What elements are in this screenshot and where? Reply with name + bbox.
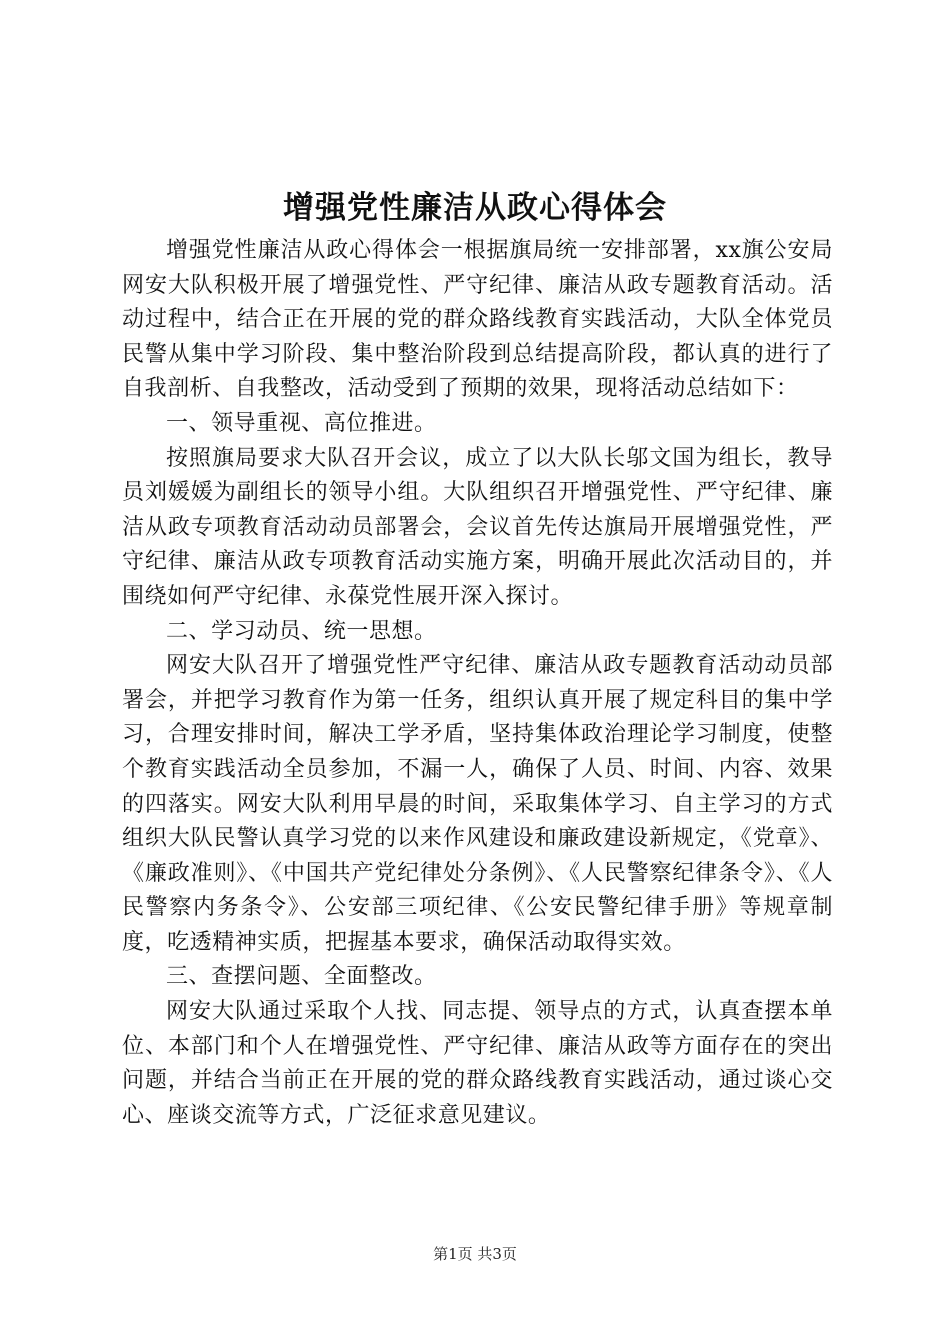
section-paragraph-1: 按照旗局要求大队召开会议，成立了以大队长邬文国为组长，教导员刘媛媛为副组长的领导小组。大队组织召开增强党性、严守纪律、廉洁从政专项教育活动动员部署会，会议首先传达旗局开展增强党性，严守纪律、廉洁从政专项教育活动实施方案，明确开展此次活动目的，并围绕如何严守纪律、永葆党性展开深入探讨。 [122, 445, 833, 609]
intro-paragraph: 增强党性廉洁从政心得体会一根据旗局统一安排部署，xx旗公安局网安大队积极开展了增强党性、严守纪律、廉洁从政专题教育活动。活动过程中，结合正在开展的党的群众路线教育实践活动，大队全体党员民警从集中学习阶段、集中整治阶段到总结提高阶段，都认真的进行了自我剖析、自我整改，活动受到了预期的效果，现将活动总结如下： [122, 238, 833, 402]
document-body [122, 234, 833, 1133]
section-heading-1: 一、领导重视、高位推进。 [166, 410, 437, 436]
section-paragraph-3: 网安大队通过采取个人找、同志提、领导点的方式，认真查摆本单位、本部门和个人在增强党性、严守纪律、廉洁从政等方面存在的突出问题，并结合当前正在开展的党的群众路线教育实践活动，通过谈心交心、座谈交流等方式，广泛征求意见建议。 [122, 999, 833, 1128]
document-title: 增强党性廉洁从政心得体会 [283, 190, 667, 226]
section-paragraph-2: 网安大队召开了增强党性严守纪律、廉洁从政专题教育活动动员部署会，并把学习教育作为第一任务，组织认真开展了规定科目的集中学习，合理安排时间，解决工学矛盾，坚持集体政治理论学习制度，使整个教育实践活动全员参加，不漏一人，确保了人员、时间、内容、效果的四落实。网安大队利用早晨的时间，采取集体学习、自主学习的方式组织大队民警认真学习党的以来作风建设和廉政建设新规定，《党章》、《廉政准则》、《中国共产党纪律处分条例》、《人民警察纪律条令》、《人民警察内务条令》、公安部三项纪律、《公安民警纪律手册》等规章制度，吃透精神实质，把握基本要求，确保活动取得实效。 [122, 653, 833, 955]
section-heading-2: 二、学习动员、统一思想。 [166, 618, 437, 644]
page-number-footer: 第1页 共3页 [433, 1245, 517, 1263]
section-heading-3: 三、查摆问题、全面整改。 [166, 964, 437, 990]
